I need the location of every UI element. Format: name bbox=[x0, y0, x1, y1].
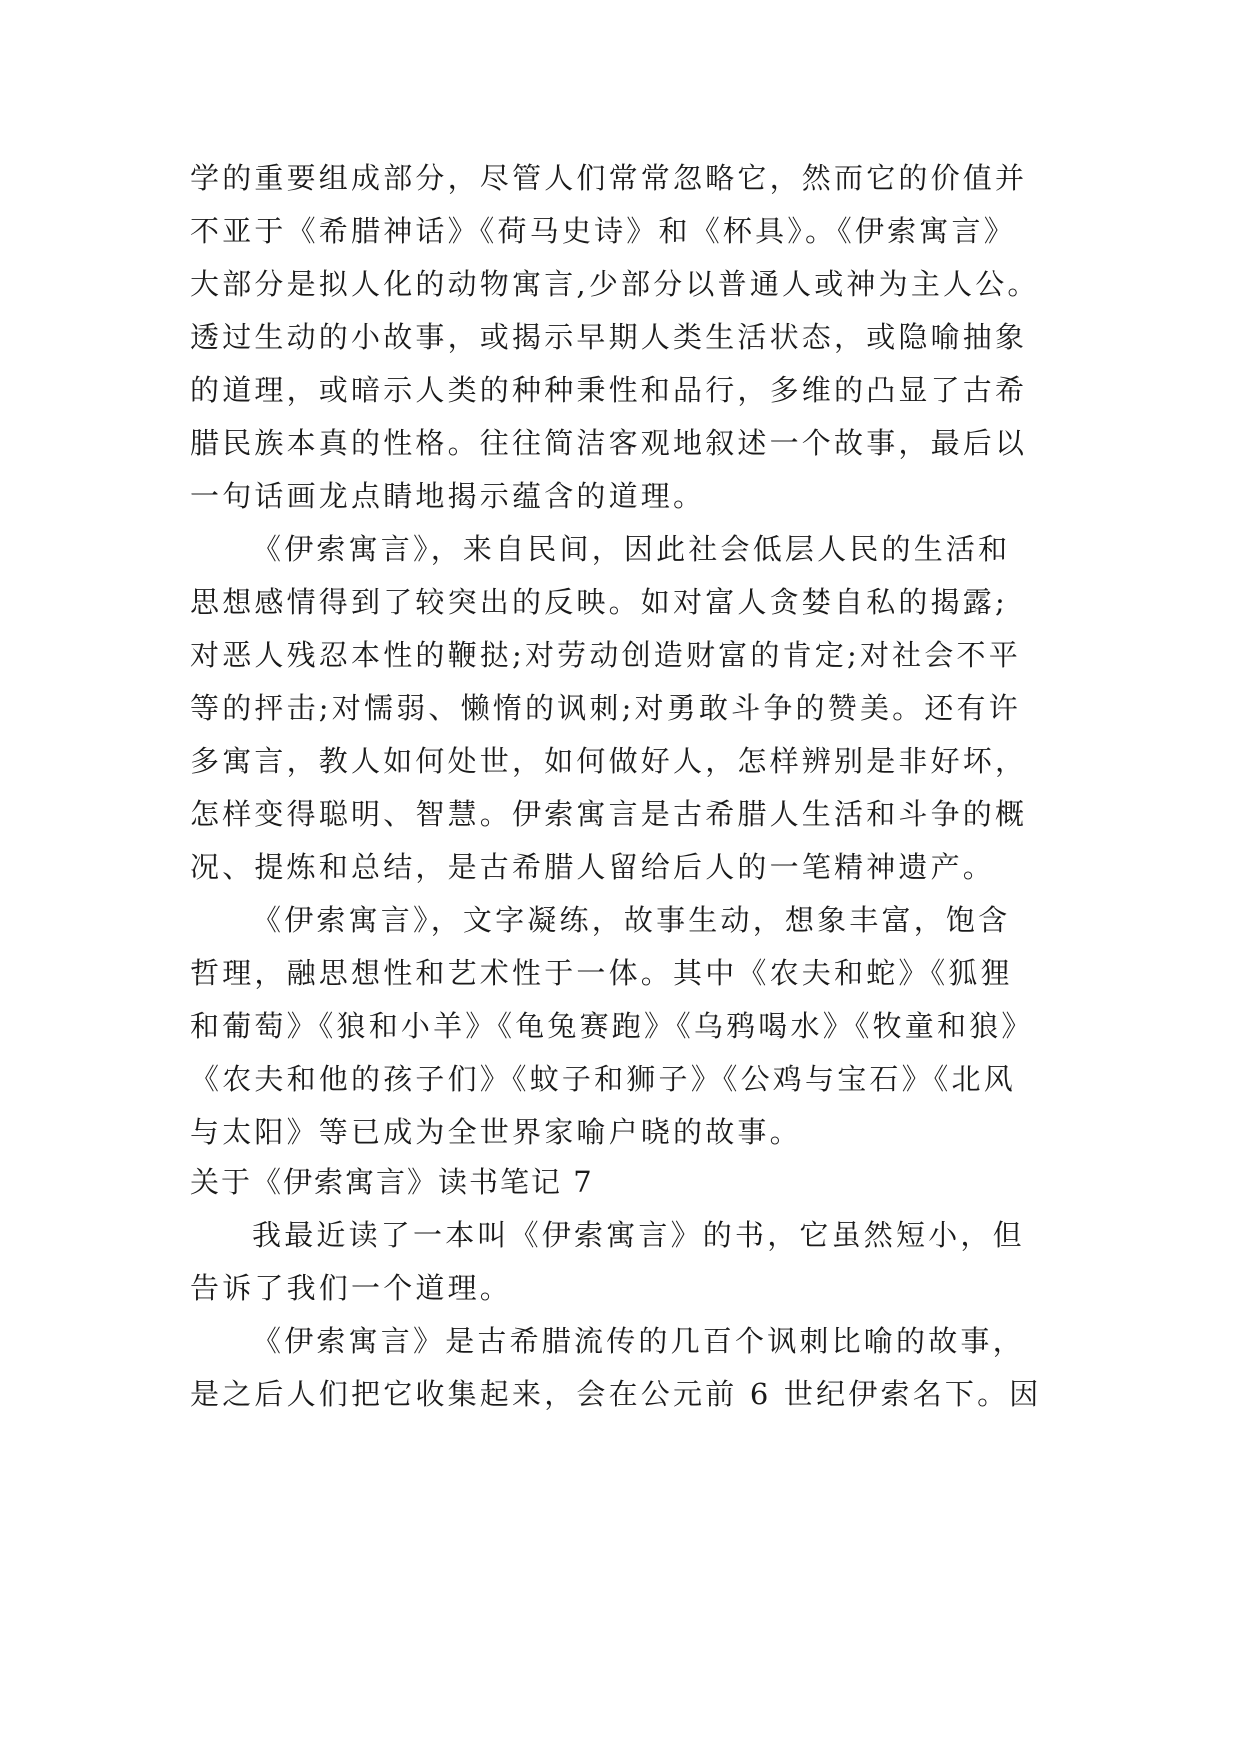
text-line: 和葡萄》《狼和小羊》《龟兔赛跑》《乌鸦喝水》《牧童和狼》 bbox=[190, 1009, 1034, 1043]
paragraph-first-line: 《伊索寓言》是古希腊流传的几百个讽刺比喻的故事， bbox=[252, 1324, 1025, 1358]
text-line: 对恶人残忍本性的鞭挞;对劳动创造财富的肯定;对社会不平 bbox=[190, 638, 1021, 672]
text-line: 告诉了我们一个道理。 bbox=[190, 1271, 513, 1305]
text-line: 是之后人们把它收集起来，会在公元前 6 世纪伊索名下。因 bbox=[190, 1377, 1042, 1411]
text-line: 腊民族本真的性格。往往简洁客观地叙述一个故事，最后以 bbox=[190, 426, 1028, 460]
text-line: 学的重要组成部分，尽管人们常常忽略它，然而它的价值并 bbox=[190, 161, 1028, 195]
text-line: 况、提炼和总结，是古希腊人留给后人的一笔精神遗产。 bbox=[190, 850, 996, 884]
text-line: 等的抨击;对懦弱、懒惰的讽刺;对勇敢斗争的赞美。还有许 bbox=[190, 691, 1021, 725]
text-line: 一句话画龙点睛地揭示蕴含的道理。 bbox=[190, 479, 706, 513]
text-line: 思想感情得到了较突出的反映。如对富人贪婪自私的揭露; bbox=[190, 585, 1008, 619]
text-line: 哲理，融思想性和艺术性于一体。其中《农夫和蛇》《狐狸 bbox=[190, 956, 1013, 990]
text-line: 与太阳》等已成为全世界家喻户晓的故事。 bbox=[190, 1115, 802, 1149]
text-line: 的道理，或暗示人类的种种秉性和品行，多维的凸显了古希 bbox=[190, 373, 1028, 407]
text-line: 《农夫和他的孩子们》《蚊子和狮子》《公鸡与宝石》《北风 bbox=[190, 1062, 1016, 1096]
text-line: 多寓言，教人如何处世，如何做好人，怎样辨别是非好坏， bbox=[190, 744, 1028, 778]
text-line: 大部分是拟人化的动物寓言,少部分以普通人或神为主人公。 bbox=[190, 267, 1040, 301]
text-line: 不亚于《希腊神话》《荷马史诗》和《杯具》。《伊索寓言》 bbox=[190, 214, 1016, 248]
section-heading: 关于《伊索寓言》读书笔记 7 bbox=[190, 1165, 594, 1199]
text-line: 透过生动的小故事，或揭示早期人类生活状态，或隐喻抽象 bbox=[190, 320, 1028, 354]
text-line: 怎样变得聪明、智慧。伊索寓言是古希腊人生活和斗争的概 bbox=[190, 797, 1028, 831]
paragraph-first-line: 《伊索寓言》，来自民间，因此社会低层人民的生活和 bbox=[252, 532, 1011, 566]
paragraph-first-line: 我最近读了一本叫《伊索寓言》的书，它虽然短小，但 bbox=[252, 1218, 1025, 1252]
paragraph-first-line: 《伊索寓言》，文字凝练，故事生动，想象丰富，饱含 bbox=[252, 903, 1011, 937]
